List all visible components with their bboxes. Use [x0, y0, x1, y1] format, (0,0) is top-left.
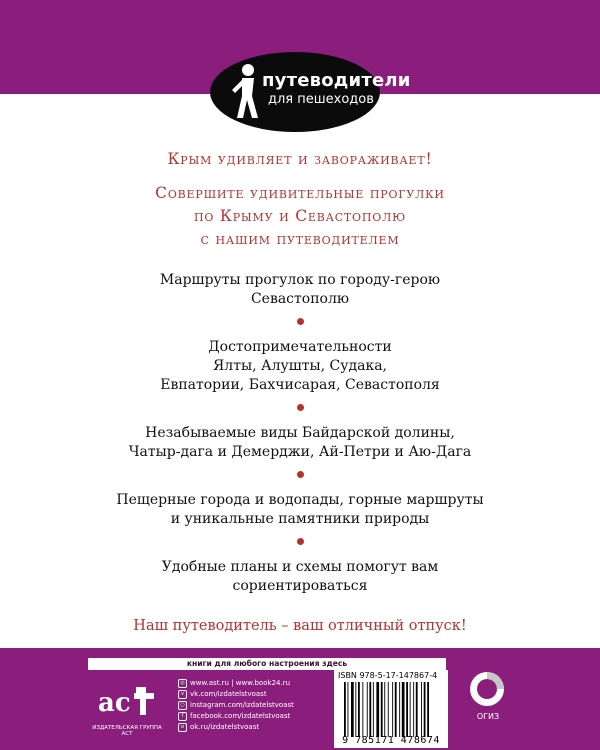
- vk-icon: v: [178, 690, 187, 699]
- barcode-bar: [410, 682, 411, 737]
- publisher-subtitle: ИЗДАТЕЛЬСКАЯ ГРУППА АСТ: [92, 725, 162, 737]
- feature-item: [40, 338, 560, 395]
- feature-line: Евпатории, Бахчисарая, Севастополя: [160, 377, 440, 393]
- link-text: vk.com/izdatelstvoast: [190, 690, 267, 698]
- barcode-bar: [427, 682, 429, 737]
- subheadline: [40, 182, 560, 251]
- barcode-bar: [367, 682, 368, 737]
- barcode-bar: [362, 682, 363, 737]
- bullet-dot: [297, 318, 304, 325]
- imprint-logo: [466, 670, 512, 730]
- isbn-text: ISBN 978-5-17-147867-4: [338, 671, 438, 680]
- feature-line: Маршруты прогулок по городу-герою: [159, 272, 441, 288]
- svg-text:ac: ac: [98, 688, 131, 717]
- instagram-icon: ○: [178, 701, 187, 710]
- feature-item: [40, 424, 560, 462]
- barcode-bar: [416, 682, 418, 737]
- link-row[interactable]: [178, 678, 294, 689]
- barcode-bar: [351, 682, 354, 737]
- link-text: facebook.com/izdatelstvoast: [190, 712, 291, 720]
- feature-line: Удобные планы и схемы помогут вам: [161, 559, 439, 575]
- barcode-bar: [344, 682, 346, 737]
- barcode-bar: [406, 682, 408, 737]
- subheadline-line: по Крыму и Севастополю: [193, 207, 406, 225]
- barcode-bar: [399, 682, 400, 737]
- feature-item: [40, 491, 560, 529]
- back-cover-text: [40, 150, 560, 634]
- barcode-bar: [355, 682, 356, 737]
- barcode-bar: [373, 682, 374, 737]
- ok-icon: o: [178, 723, 187, 732]
- publisher-logo: [92, 681, 162, 745]
- barcode-bar: [381, 682, 383, 737]
- link-row[interactable]: [178, 700, 294, 711]
- isbn-barcode-box: [334, 670, 448, 748]
- globe-icon: ◎: [178, 679, 187, 688]
- pedestrian-figure-icon: [230, 62, 266, 122]
- barcode-bar: [358, 682, 360, 737]
- barcode-bar: [384, 682, 385, 737]
- logo-subtitle: для пешеходов: [268, 92, 374, 107]
- barcode-bar: [413, 682, 414, 737]
- barcode-bar: [392, 682, 393, 737]
- logo-title: путеводители: [262, 70, 411, 91]
- feature-line: Достопримечательности: [208, 339, 392, 355]
- feature-line: Незабываемые виды Байдарской долины,: [145, 425, 455, 441]
- feature-line: Пещерные города и водопады, горные маршруты: [116, 492, 484, 508]
- barcode-bar: [376, 682, 379, 737]
- barcode-bar: [388, 682, 389, 737]
- bullet-dot: [297, 538, 304, 545]
- social-links: [178, 678, 294, 733]
- barcode: [342, 682, 442, 737]
- feature-line: сориентироваться: [232, 578, 368, 594]
- bullet-dot: [297, 471, 304, 478]
- barcode-number: 9 785171 478674: [342, 735, 440, 746]
- feature-line: и уникальные памятники природы: [170, 511, 430, 527]
- facebook-icon: f: [178, 712, 187, 721]
- feature-line: Чатыр-дага и Демерджи, Ай-Петри и Аю-Дага: [128, 444, 472, 460]
- imprint-name: ОГИЗ: [476, 712, 500, 721]
- headline: Крым удивляет и завораживает!: [167, 150, 433, 168]
- footer-tagline: книги для любого настроения здесь: [88, 658, 446, 670]
- link-row[interactable]: [178, 711, 294, 722]
- subheadline-line: с нашим путеводителем: [200, 230, 400, 248]
- subheadline-line: Совершите удивительные прогулки: [155, 184, 445, 202]
- barcode-bar: [369, 682, 371, 737]
- link-row[interactable]: [178, 689, 294, 700]
- link-text: instagram.com/izdatelstvoast: [190, 701, 294, 709]
- feature-item: [40, 558, 560, 596]
- footer-band: [0, 648, 600, 750]
- feature-line: Ялты, Алушты, Судака,: [213, 358, 387, 374]
- feature-line: Севастополю: [250, 291, 350, 307]
- barcode-bar: [395, 682, 397, 737]
- barcode-bar: [402, 682, 405, 737]
- series-logo: [210, 52, 411, 132]
- barcode-bar: [348, 682, 349, 737]
- barcode-bar: [421, 682, 422, 737]
- barcode-bar: [424, 682, 426, 737]
- closing-line: Наш путеводитель – ваш отличный отпуск!: [133, 618, 467, 634]
- link-text: www.ast.ru | www.book24.ru: [190, 679, 291, 687]
- link-row[interactable]: [178, 722, 294, 733]
- ogiz-logo-icon: [468, 670, 506, 708]
- link-text: ok.ru/izdatelstvoast: [190, 723, 260, 731]
- bullet-dot: [297, 404, 304, 411]
- feature-item: [40, 271, 560, 309]
- ast-logo-icon: [96, 681, 158, 717]
